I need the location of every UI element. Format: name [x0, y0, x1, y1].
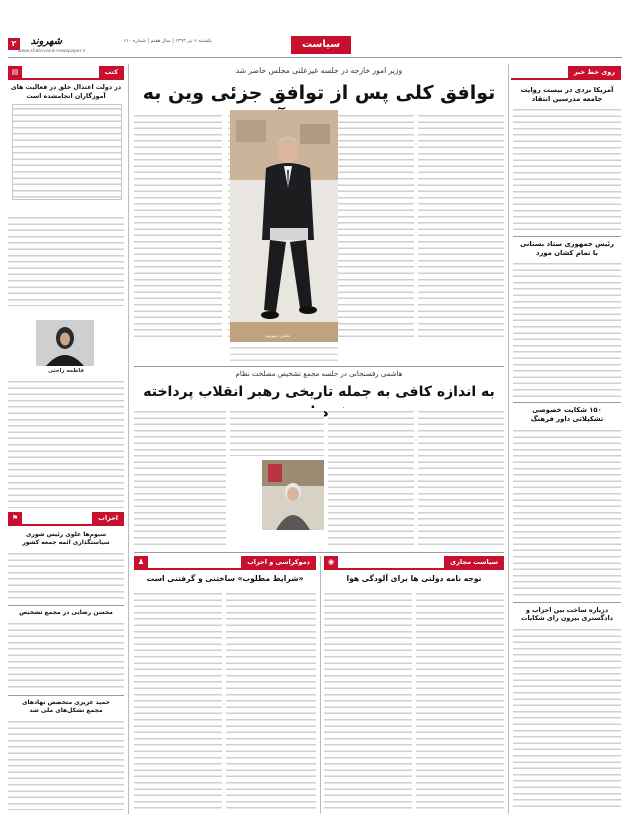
left-item2-title: سیوم‌ها علوی رئیس شوری	[25, 531, 107, 538]
right-item2-sub: با تمام کشان مورد	[536, 249, 598, 257]
left-item3-title: محسن رضایی در مجمع تشخیص	[19, 609, 113, 616]
second-col-4	[134, 408, 226, 548]
bottom-sec2-label: سیاست مجازی	[444, 556, 504, 568]
broadcast-icon: ◉	[324, 556, 338, 568]
lead-headline: توافق کلی پس از توافق جزئی وین به	[142, 82, 496, 104]
masthead-website[interactable]: www.shahrvand-newspaper.ir	[18, 49, 86, 54]
left-col-label-1: کتب	[99, 66, 124, 78]
lead-photo	[230, 110, 338, 342]
right-item2-body	[513, 260, 621, 400]
left-item2-sub: سیاستگذاری ائمه جمعه کشور	[22, 539, 110, 546]
left-item1-box	[12, 104, 122, 200]
author-byline: فاطمه راحتی	[48, 368, 84, 374]
bottom-sec2-title: توجه نامه دولتی ها برای آلودگی هوا	[346, 574, 482, 583]
bottom-sec2-header	[324, 556, 504, 570]
author-photo-svg	[36, 320, 94, 366]
lead-col-4	[134, 112, 222, 342]
right-item4-sub: دادگستری بیرون رای شکایات	[521, 614, 613, 622]
people-icon: ♟	[134, 556, 148, 568]
bottom-separator	[320, 556, 321, 814]
right-divider-3	[513, 602, 621, 603]
right-col-label: روی خط خبر	[568, 66, 621, 78]
left-item1-body	[8, 214, 124, 306]
lead-photo-credit: عکس: شهروند	[265, 333, 290, 338]
bottom-sec1-label: دموکراسی و احزاب	[241, 556, 316, 568]
lead-bottom-rule	[134, 366, 504, 367]
left-divider-1	[8, 605, 124, 606]
second-col-2	[328, 408, 414, 548]
bottom-sec1-col-1	[226, 590, 316, 810]
second-col-3	[230, 408, 324, 456]
right-divider-1	[513, 236, 621, 237]
left-col-separator	[128, 64, 129, 814]
books-icon: ▤	[8, 66, 22, 78]
left-item4-title: حمید عزیزی متخصص نهادهای	[22, 699, 110, 706]
author-photo	[36, 320, 94, 366]
lead-col-1	[418, 112, 504, 342]
left-item1-title: در دولت اعتدال خلق در فعالیت های	[10, 84, 122, 91]
bottom-sec1-title: «شرایط مطلوب» ساختنی و گرفتنی است	[146, 574, 304, 583]
left-item3-body	[8, 620, 124, 692]
lead-caption	[230, 344, 338, 364]
party-icon: ⚑	[8, 512, 22, 524]
right-item2-title: رئیس جمهوری ستاد بستانی	[519, 240, 614, 248]
left-item4-body	[8, 718, 124, 810]
left-item1-body-2	[8, 378, 124, 508]
second-photo-svg	[262, 460, 324, 530]
right-item1-sub: جامعه مدرسین انتقاد	[531, 95, 603, 103]
second-kicker: هاشمی رفسنجانی در جلسه مجمع تشخیص مصلحت نظام	[235, 370, 403, 378]
right-item3-sub: تشکیلاتی داور فرهنگ	[530, 415, 604, 423]
right-item4-title: درباره ساخت بین احزاب و	[525, 606, 609, 614]
lead-photo-svg	[230, 110, 338, 342]
second-photo	[262, 460, 324, 530]
bottom-sec2-col-2	[324, 590, 412, 810]
left-col-label-2: احزاب	[92, 512, 124, 524]
masthead-section: سیاست	[291, 36, 351, 54]
right-item1-body	[513, 106, 621, 234]
right-item1-title: آمریکا بزدی در بیست روایت	[520, 86, 614, 94]
bottom-sec2-col-1	[416, 590, 504, 810]
lead-kicker: وزیر امور خارجه در جلسه غیرعلنی مجلس حاضر شد	[235, 66, 403, 75]
left-item1-sub: آموزگاران انجامشده است	[26, 93, 106, 100]
masthead	[0, 0, 630, 58]
right-item4-body	[513, 626, 621, 810]
right-item3-title: ۱۵۰ شکایت خصوصی	[532, 406, 602, 414]
right-col-header	[511, 66, 621, 80]
left-item2-body	[8, 550, 124, 602]
masthead-date: یکشنبه ۶ تیر ۱۳۹۴ | سال هفتم | شماره ۶۱۰	[123, 39, 212, 44]
masthead-logo: شهروند	[30, 36, 62, 47]
bottom-sec1-col-2	[134, 590, 222, 810]
right-col-separator	[508, 64, 509, 814]
page-number: ۲	[8, 38, 20, 50]
lead-col-2	[328, 112, 414, 342]
left-divider-2	[8, 695, 124, 696]
left-col-header-2	[8, 512, 124, 526]
right-item3-body	[513, 427, 621, 599]
second-col-1	[418, 408, 504, 548]
left-item4-sub: مجمع تشکل‌های ملی شد	[29, 707, 103, 714]
masthead-rule	[8, 57, 622, 58]
second-headline: به اندازه کافی به جمله تاریخی رهبر انقلاب پرداخته	[143, 384, 495, 400]
bottom-sec1-header	[134, 556, 316, 570]
right-divider-2	[513, 402, 621, 403]
second-bottom-rule	[134, 552, 504, 553]
left-col-header-1	[8, 66, 124, 80]
